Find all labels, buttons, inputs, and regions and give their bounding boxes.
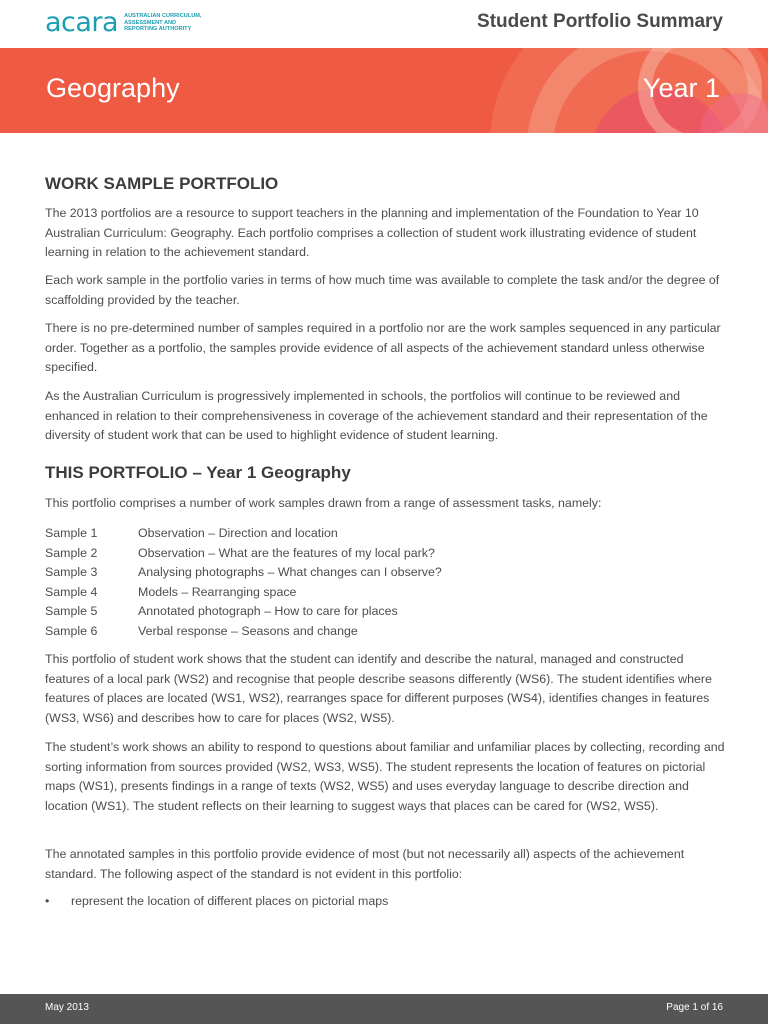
sample-label: Sample 6 [45,623,98,638]
footer-page-number: Page 1 of 16 [666,1002,723,1013]
bullet-text: represent the location of different places on pictorial maps [71,894,389,908]
paragraph: There is no pre-determined number of samples required in a portfolio nor are the work samples sequenced in any particular order. Together as a portfolio, the samples provide evidence of all aspects of the achievement standard unless otherwise specified. [45,321,721,374]
paragraph: Each work sample in the portfolio varies in terms of how much time was available to complete the task and/or the degree of scaffolding provided by the teacher. [45,273,720,307]
paragraph: As the Australian Curriculum is progressively implemented in schools, the portfolios will continue to be reviewed and enhanced in relation to their comprehensiveness in coverage of the achievement standard and their representation of the diversity of student work that can be used to highlight evidence of student learning. [45,389,708,442]
sample-label: Sample 3 [45,565,98,579]
paragraph: The annotated samples in this portfolio provide evidence of most (but not necessarily all) aspects of the achievement standard. The following aspect of the standard is not evident in this portfolio: [45,847,685,881]
sample-label: Sample 1 [45,526,98,540]
paragraph: This portfolio of student work shows that the student can identify and describe the natural, managed and constructed features of a local park (WS2) and recognise that people describe seasons differently (WS6). The student identifies where features of places are located (WS1, WS2), rearranges space for different purposes (WS4), identifies changes in features (WS3, WS6) and describes how to care for places (WS2, WS5). [45,652,712,725]
portfolio-intro: This portfolio comprises a number of work samples drawn from a range of assessment tasks, namely: [45,496,602,510]
paragraph: The 2013 portfolios are a resource to support teachers in the planning and implementation of the Foundation to Year 10 Australian Curriculum: Geography. Each portfolio comprises a collection of student work illustrating evidence of student learning in relation to the achievement standard. [45,206,699,259]
sample-description: Verbal response – Seasons and change [138,623,358,638]
sample-label: Sample 4 [45,584,98,599]
bullet-item [45,892,388,912]
sample-label: Sample 2 [45,545,98,560]
bullet-dot-icon: • [45,894,50,908]
section-heading-this-portfolio: THIS PORTFOLIO – Year 1 Geography [45,463,351,482]
sample-description: Annotated photograph – How to care for places [138,604,398,618]
sample-row [45,583,442,603]
sample-description: Observation – What are the features of my local park? [138,545,435,560]
sample-row [45,622,442,642]
sample-description: Observation – Direction and location [138,526,338,540]
logo-wordmark: acara [45,7,119,38]
banner-year: Year 1 [642,73,720,103]
sample-description: Analysing photographs – What changes can I observe? [138,565,442,579]
sample-label: Sample 5 [45,604,98,618]
banner-subject: Geography [46,73,180,103]
acara-logo [45,8,214,38]
page-footer [0,994,768,1024]
logo-tagline: AUSTRALIAN CURRICULUM, ASSESSMENT AND REPORTING AUTHORITY [124,13,202,33]
paragraph: The student’s work shows an ability to respond to questions about familiar and unfamiliar places by collecting, recording and sorting information from sources provided (WS2, WS3, WS5). The student represents the location of features on pictorial maps (WS1), presents findings in a range of texts (WS2, WS5) and uses everyday language to describe direction and location (WS1). The student reflects on their learning to suggest ways that places can be cared for (WS2, WS5). [45,740,725,813]
sample-row [45,602,442,622]
footer-date: May 2013 [45,1002,89,1013]
sample-row [45,544,442,564]
section-heading-work-sample: WORK SAMPLE PORTFOLIO [45,174,279,193]
samples-list [45,524,442,641]
sample-description: Models – Rearranging space [138,584,297,599]
sample-row [45,524,442,544]
document-title: Student Portfolio Summary [477,11,723,32]
page-header [0,0,768,48]
subject-banner [0,48,768,133]
sample-row [45,563,442,583]
